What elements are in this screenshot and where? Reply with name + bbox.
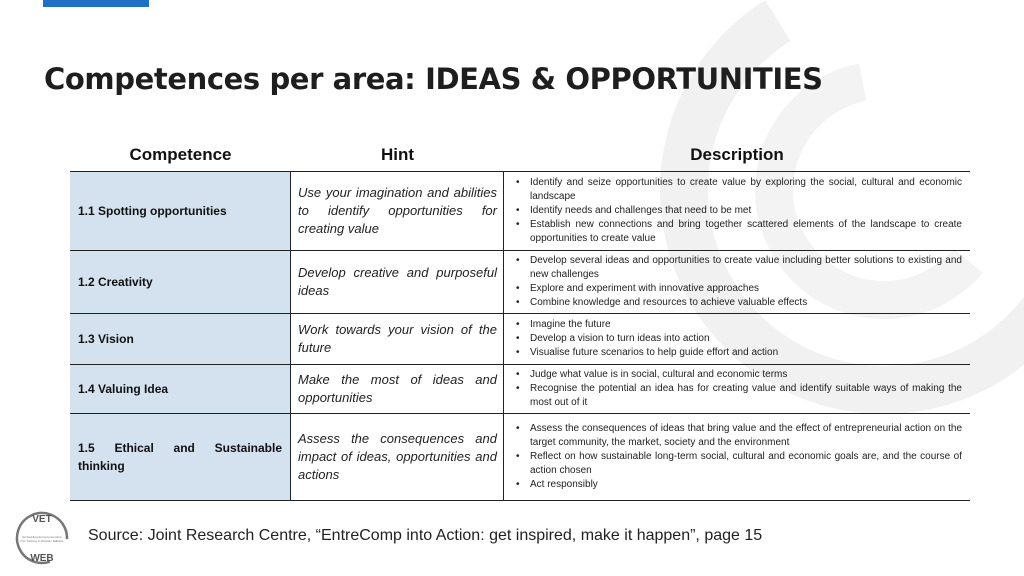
description-cell <box>504 414 970 500</box>
competence-cell: 1.2 Creativity <box>70 251 291 313</box>
description-bullet: • Act responsibly <box>516 478 962 492</box>
description-cell <box>504 251 970 313</box>
description-bullet: • Identify needs and challenges that need to be met <box>516 204 962 218</box>
description-bullet: • Establish new connections and bring together scattered elements of the landscape to create opportunities to create value <box>516 218 962 246</box>
description-bullet: • Combine knowledge and resources to achieve valuable effects <box>516 296 962 310</box>
description-bullet: • Visualise future scenarios to help guide effort and action <box>516 346 962 360</box>
table-body <box>70 171 970 501</box>
slide-title: Competences per area: IDEAS & OPPORTUNITIES <box>44 62 823 96</box>
description-bullet: • Explore and experiment with innovative approaches <box>516 282 962 296</box>
logo-top-text: VET <box>32 514 52 525</box>
description-bullet: • Develop a vision to turn ideas into action <box>516 332 962 346</box>
description-bullet: • Recognise the potential an idea has for creating value and identify suitable ways of making the most out of it <box>516 382 962 410</box>
competence-cell: 1.5 Ethical and Sustainable thinking <box>70 414 291 500</box>
table-row <box>70 314 970 365</box>
table-row <box>70 251 970 314</box>
logo-bottom-text: WEB <box>30 553 54 564</box>
competence-cell: 1.1 Spotting opportunities <box>70 172 291 250</box>
table-row <box>70 414 970 501</box>
table-row <box>70 365 970 414</box>
source-citation: Source: Joint Research Centre, “EntreComp into Action: get inspired, make it happen”, page 15 <box>88 527 763 544</box>
description-cell <box>504 314 970 364</box>
vet-web-logo <box>15 508 69 568</box>
hint-cell: Use your imagination and abilities to identify opportunities for creating value <box>291 172 504 250</box>
description-bullet: • Assess the consequences of ideas that bring value and the effect of entrepreneurial action on the target community, the market, society and the environment <box>516 422 962 450</box>
description-cell <box>504 365 970 413</box>
description-bullet: • Imagine the future <box>516 318 962 332</box>
logo-tagline-2: Into Training in Western Balkans <box>20 539 64 543</box>
logo-tagline: Embedding Entrepreneurship <box>22 535 62 539</box>
competences-table <box>70 138 970 501</box>
header-hint: Hint <box>380 144 415 164</box>
header-competence: Competence <box>129 144 232 164</box>
table-header-row <box>70 138 970 171</box>
top-accent-bar <box>43 0 149 7</box>
hint-cell: Make the most of ideas and opportunities <box>291 365 504 413</box>
table-row <box>70 172 970 251</box>
hint-cell: Assess the consequences and impact of ideas, opportunities and actions <box>291 414 504 500</box>
header-description: Description <box>690 144 784 164</box>
description-bullet: • Judge what value is in social, cultural and economic terms <box>516 368 962 382</box>
hint-cell: Develop creative and purposeful ideas <box>291 251 504 313</box>
description-cell <box>504 172 970 250</box>
competence-cell: 1.3 Vision <box>70 314 291 364</box>
description-bullet: • Develop several ideas and opportunities to create value including better solutions to existing and new challenges <box>516 254 962 282</box>
competence-cell: 1.4 Valuing Idea <box>70 365 291 413</box>
description-bullet: • Reflect on how sustainable long-term social, cultural and economic goals are, and the course of action chosen <box>516 450 962 478</box>
description-bullet: • Identify and seize opportunities to create value by exploring the social, cultural and economic landscape <box>516 176 962 204</box>
hint-cell: Work towards your vision of the future <box>291 314 504 364</box>
